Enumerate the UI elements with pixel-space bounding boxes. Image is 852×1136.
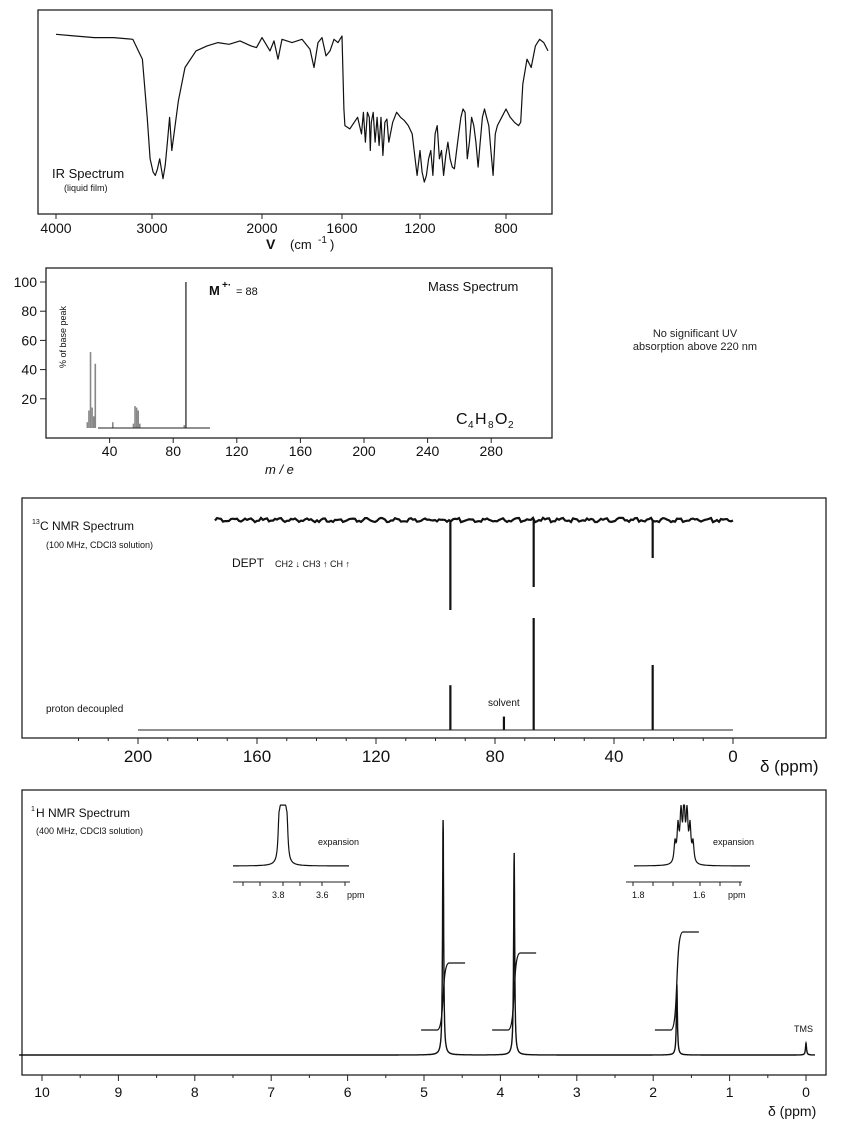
ir-x-tick-label: 4000 <box>40 220 72 236</box>
inset-38-tick-a: 3.8 <box>272 890 285 900</box>
ir-x-axis <box>40 214 517 236</box>
c13-x-tick-label: 40 <box>604 747 624 766</box>
inset-17-unit: ppm <box>728 890 746 900</box>
h1-x-tick-label: 9 <box>114 1084 123 1100</box>
c13-x-tick-label: 0 <box>728 747 738 766</box>
uv-note-line2: absorption above 220 nm <box>632 341 758 353</box>
inset-17-tick-a: 1.8 <box>632 890 645 900</box>
ir-frame <box>38 10 552 214</box>
c13-subtitle: (100 MHz, CDCl3 solution) <box>46 540 154 550</box>
ir-panel <box>38 10 552 252</box>
mol-ion-value: = 88 <box>236 286 258 298</box>
c13-title: C NMR Spectrum <box>40 519 135 533</box>
h1-x-label: δ (ppm) <box>768 1103 817 1119</box>
c13-x-tick-label: 120 <box>361 747 391 766</box>
mass-bars <box>87 282 186 428</box>
h1-x-tick-label: 5 <box>420 1084 428 1100</box>
inset-38-unit: ppm <box>347 890 365 900</box>
mass-y-tick-label: 40 <box>21 361 37 378</box>
h1-x-tick-label: 4 <box>496 1084 505 1100</box>
mass-panel <box>14 268 552 477</box>
ir-x-tick-label: 1600 <box>326 220 358 236</box>
mass-y-tick-label: 60 <box>21 332 37 349</box>
c13-title-sup: 13 <box>32 519 40 526</box>
uv-note <box>600 328 790 354</box>
h1-integral-line <box>421 932 699 1030</box>
solvent-label: solvent <box>488 698 520 709</box>
inset-17-ticks <box>633 882 740 886</box>
dept-label: DEPT <box>232 556 265 570</box>
inset-38-tick-b: 3.6 <box>316 890 329 900</box>
inset-17-tick-b: 1.6 <box>693 890 706 900</box>
formula-o: O <box>495 411 508 428</box>
mol-ion-m: M <box>209 283 220 298</box>
uv-note-line1: No significant UV <box>652 328 738 340</box>
proton-decoupled-label: proton decoupled <box>46 704 124 715</box>
mass-y-tick-label: 80 <box>21 303 37 320</box>
c13-x-tick-label: 80 <box>485 747 505 766</box>
mass-x-tick-label: 120 <box>225 443 249 459</box>
mass-y-label: % of base peak <box>58 305 68 368</box>
ir-x-label-nu: V <box>266 236 276 252</box>
mass-x-tick-label: 240 <box>415 443 440 459</box>
h1-x-tick-label: 8 <box>190 1084 199 1100</box>
formula-h: H <box>475 411 487 428</box>
c13-peaks <box>450 520 652 730</box>
h1-x-tick-label: 0 <box>802 1084 810 1100</box>
molecular-ion-label <box>209 280 258 298</box>
h1-title: H NMR Spectrum <box>36 806 131 820</box>
ir-x-label-sup: -1 <box>318 235 327 246</box>
ir-subtitle: (liquid film) <box>64 183 108 193</box>
c13-x-label: δ (ppm) <box>760 757 819 776</box>
ir-trace-line <box>56 34 548 182</box>
h1-x-tick-label: 7 <box>267 1084 276 1100</box>
inset-17-trace <box>634 805 750 866</box>
mass-x-tick-label: 280 <box>479 443 503 459</box>
h1-title-sup: 1 <box>31 806 35 813</box>
h1-inset-38 <box>233 805 365 900</box>
formula-c-sub: 4 <box>468 420 474 431</box>
tms-label: TMS <box>794 1024 813 1034</box>
dept-baseline <box>215 518 733 522</box>
c13-x-axis <box>79 738 738 766</box>
mass-x-tick-label: 80 <box>165 443 181 459</box>
mass-title: Mass Spectrum <box>428 279 519 294</box>
ir-x-tick-label: 2000 <box>246 220 278 236</box>
h1-subtitle: (400 MHz, CDCl3 solution) <box>36 826 144 836</box>
h1-x-tick-label: 6 <box>343 1084 352 1100</box>
ir-x-tick-label: 1200 <box>404 220 436 236</box>
inset-38-label: expansion <box>318 837 360 847</box>
ir-x-tick-label: 3000 <box>136 220 168 236</box>
ir-x-tick-label: 800 <box>494 220 518 236</box>
dept-legend: CH2 ↓ CH3 ↑ CH ↑ <box>275 559 351 569</box>
h1-inset-17 <box>626 805 754 900</box>
formula-h-sub: 8 <box>488 420 494 431</box>
h1-x-tick-label: 2 <box>649 1084 658 1100</box>
c13-frame <box>22 498 826 738</box>
molecular-formula <box>456 411 514 431</box>
h1-trace-line <box>19 820 815 1055</box>
mass-y-tick-label: 20 <box>21 390 37 407</box>
h1-x-tick-label: 3 <box>572 1084 581 1100</box>
mass-x-label: m / e <box>265 462 294 477</box>
mass-x-tick-label: 160 <box>288 443 313 459</box>
mass-y-tick-label: 100 <box>13 274 37 290</box>
inset-38-trace <box>233 805 349 866</box>
h1-x-axis <box>34 1075 810 1100</box>
mol-ion-sup: +· <box>222 280 232 291</box>
inset-17-label: expansion <box>713 837 755 847</box>
c13-x-tick-label: 160 <box>242 747 272 766</box>
ir-x-label-unit: (cm <box>290 237 312 252</box>
inset-38-ticks <box>243 882 345 886</box>
mass-axes <box>14 274 503 459</box>
c13-x-tick-label: 200 <box>123 747 153 766</box>
mass-x-tick-label: 40 <box>101 443 118 459</box>
h1-x-tick-label: 10 <box>34 1084 50 1100</box>
h1-panel <box>19 790 826 1119</box>
ir-x-label-close: ) <box>330 237 335 252</box>
formula-c: C <box>456 411 468 428</box>
ir-x-label <box>266 235 334 252</box>
h1-x-tick-label: 1 <box>725 1084 734 1100</box>
c13-panel <box>22 498 826 776</box>
formula-o-sub: 2 <box>508 420 514 431</box>
ir-title: IR Spectrum <box>52 166 125 181</box>
mass-x-tick-label: 200 <box>352 443 376 459</box>
